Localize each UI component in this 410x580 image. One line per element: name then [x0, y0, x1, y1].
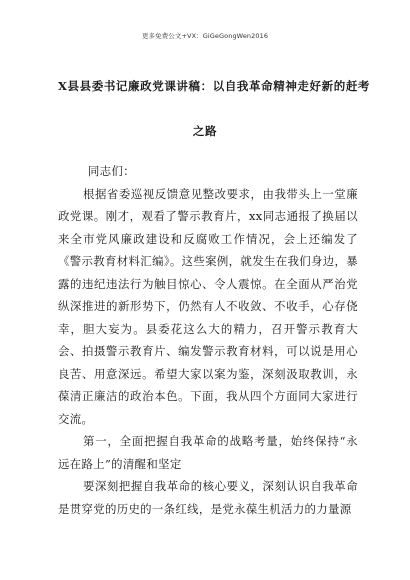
body-paragraph-last: 要深刻把握自我革命的核心要义，深刻认识自我革命是贯穿党的历史的一条红线，是党永葆生机活力的力量源 [58, 479, 358, 516]
salutation: 同志们： [88, 164, 135, 178]
document-title-continued: 之路 [192, 124, 218, 138]
header-note: 更多免费公文+VX：GiGeGongWen2016 [141, 32, 269, 40]
body-paragraph: 根据省委巡视反馈意见整改要求，由我带头上一堂廉政党课。刚才，观看了警示教育片，xx同志通报了换届以来全市党风廉政建设和反腐败工作情况，会上还编发了《警示教育材料汇编》。这些案例，就发生在我们身边，暴露的违纪违法行为触目惊心、令人震惊。在全面从严治党纵深推进的新形势下，仍然有人不收敛、不收手，心存侥幸，胆大妄为。县委花这么大的精力，召开警示教育大会、拍摄警示教育片、编发警示教育材料，可以说是用心良苦、用意深远。希望大家以案为鉴，深刻汲取教训，永葆清正廉洁的政治本色。下面，我从四个方面同大家进行交流。 [58, 186, 358, 426]
document-body [58, 160, 358, 520]
section-heading: 第一，全面把握自我革命的战略考量，始终保持“永远在路上”的清醒和坚定 [58, 434, 358, 471]
document-title: X县县委书记廉政党课讲稿：以自我革命精神走好新的赶考 [58, 79, 371, 93]
